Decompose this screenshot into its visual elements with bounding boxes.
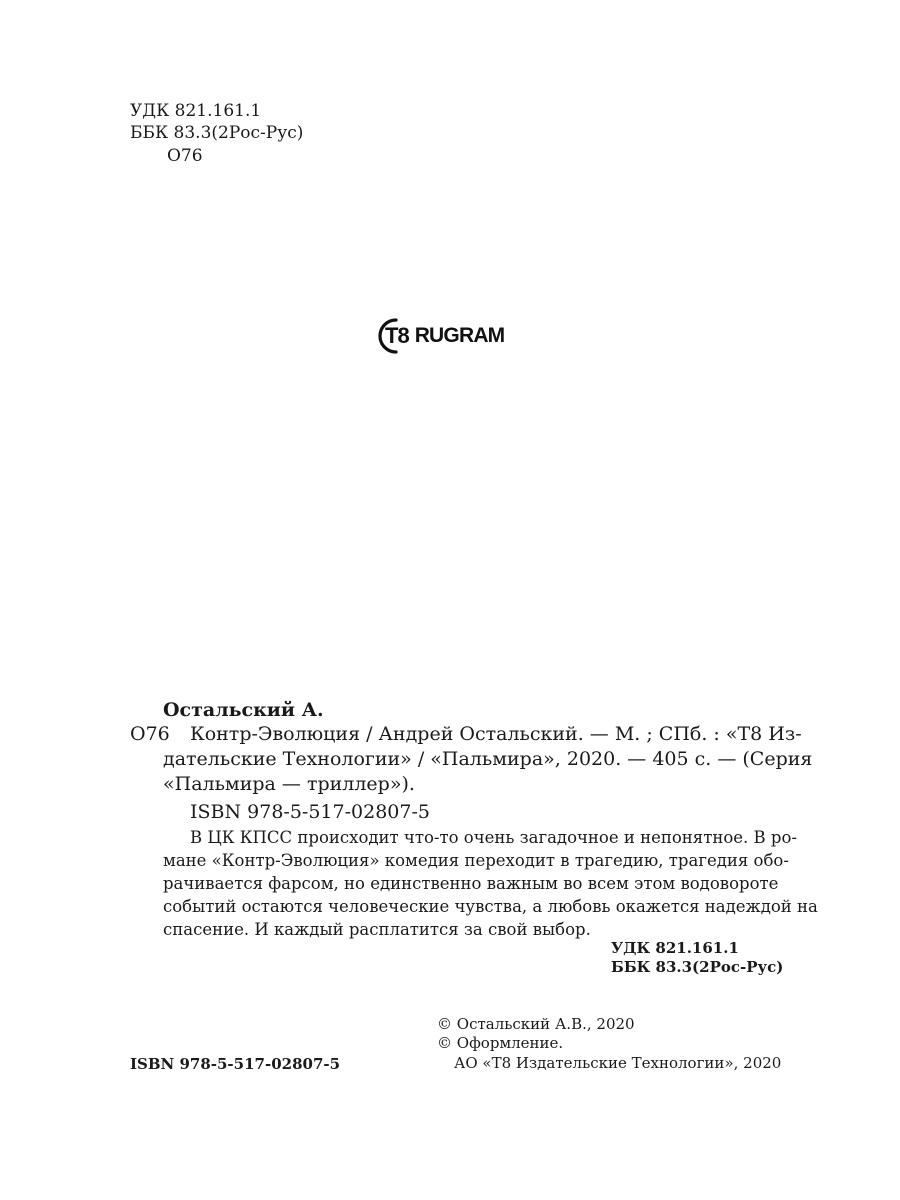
author-heading: Остальский А. (163, 699, 324, 721)
udk-top: УДК 821.161.1 (130, 101, 262, 121)
publisher-logo (378, 318, 504, 354)
annotation-line-4: событий остаются человеческие чувства, а любовь окажется надеждой на (163, 897, 818, 916)
record-line-1: Контр-Эволюция / Андрей Остальский. — М. ; СПб. : «Т8 Из- (190, 723, 802, 745)
udk-record: УДК 821.161.1 (611, 939, 739, 957)
author-sign-top: О76 (167, 146, 203, 166)
annotation-line-3: рачивается фарсом, но единственно важным во всем этом водовороте (163, 874, 779, 893)
author-sign: О76 (130, 723, 170, 745)
bbk-record: ББК 83.3(2Рос-Рус) (611, 958, 784, 976)
record-line-2: дательские Технологии» / «Пальмира», 2020. — 405 с. — (Серия (163, 748, 813, 770)
annotation-line-1: В ЦК КПСС происходит что-то очень загадочное и непонятное. В ро- (190, 828, 797, 847)
record-isbn: ISBN 978-5-517-02807-5 (190, 801, 430, 823)
copyright-design-label: © Оформление. (437, 1034, 564, 1052)
logo-mark: T8 (385, 323, 409, 348)
copyright-design-holder: АО «Т8 Издательские Технологии», 2020 (454, 1054, 782, 1072)
record-line-3: «Пальмира — триллер»). (163, 773, 415, 795)
footer-isbn: ISBN 978-5-517-02807-5 (130, 1055, 341, 1073)
annotation-line-5: спасение. И каждый расплатится за свой выбор. (163, 920, 591, 939)
copyright-author: © Остальский А.В., 2020 (437, 1015, 635, 1033)
logo-name: RUGRAM (414, 324, 505, 347)
bbk-top: ББК 83.3(2Рос-Рус) (130, 123, 304, 143)
annotation-line-2: мане «Контр-Эволюция» комедия переходит в трагедию, трагедия обо- (163, 851, 789, 870)
